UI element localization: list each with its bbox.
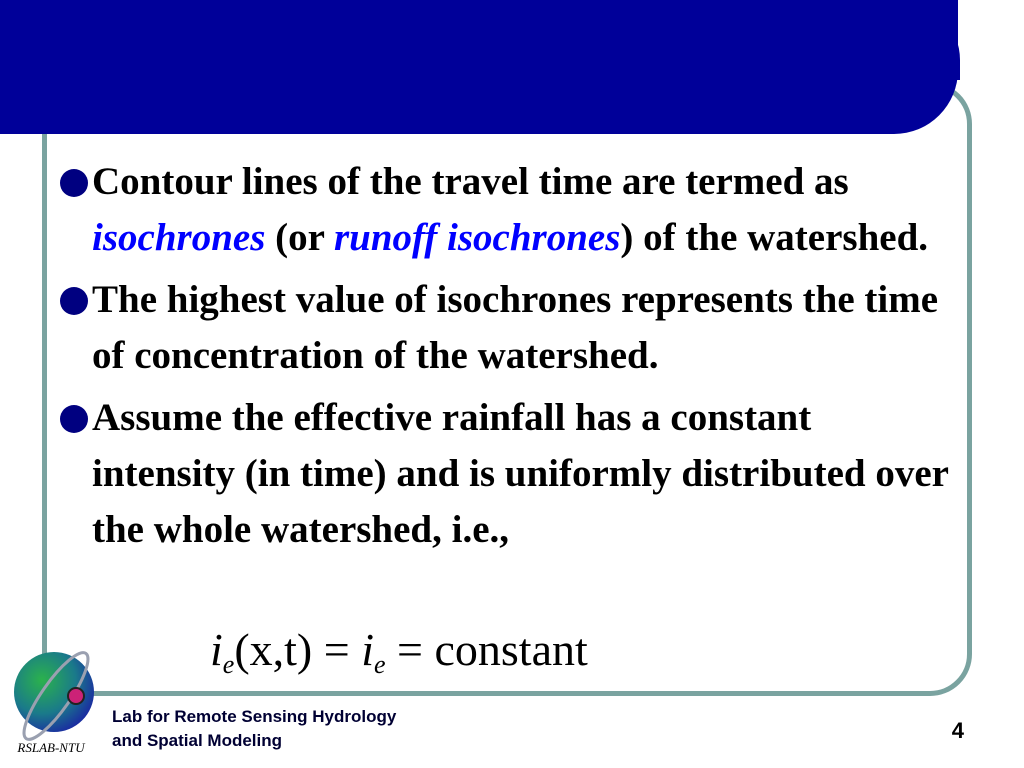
equation-equals: = (312, 624, 362, 675)
footer-line: Lab for Remote Sensing Hydrology (112, 707, 397, 726)
page-number: 4 (951, 718, 964, 743)
bullet-text: (or (265, 216, 334, 259)
footer-lab-name (112, 705, 512, 753)
logo-caption: RSLAB-NTU (17, 740, 85, 755)
bullet-dot-icon (60, 405, 88, 433)
bullet-dot-icon (60, 287, 88, 315)
equation-lhs-sub: e (222, 650, 235, 679)
term-runoff-isochrones: runoff isochrones (333, 216, 621, 259)
bullet-text: Contour lines of the travel time are termed as (92, 160, 849, 203)
equation-rhs-var: i (361, 624, 374, 675)
rslab-globe-icon (6, 640, 102, 752)
equation-equals: = (385, 624, 435, 675)
bullet-item (58, 272, 958, 384)
bullet-text: Assume the effective rainfall has a constant intensity (in time) and is uniformly distributed over the whole watershed, i.e., (92, 396, 949, 551)
bullet-item (58, 154, 958, 266)
equation-lhs-var: i (210, 624, 223, 675)
footer-line: and Spatial Modeling (112, 731, 283, 750)
bullet-item (58, 390, 958, 558)
bullet-text: The highest value of isochrones represents the time of concentration of the watershed. (92, 278, 939, 377)
equation-rhs-sub: e (373, 650, 386, 679)
equation-constant: constant (434, 624, 588, 675)
equation-args: (x,t) (234, 624, 313, 675)
header-bar (0, 0, 958, 134)
slide-content (58, 154, 958, 564)
rainfall-equation (210, 622, 588, 693)
bullet-dot-icon (60, 169, 88, 197)
term-isochrones: isochrones (92, 216, 266, 259)
bullet-text: ) of the watershed. (620, 216, 929, 259)
